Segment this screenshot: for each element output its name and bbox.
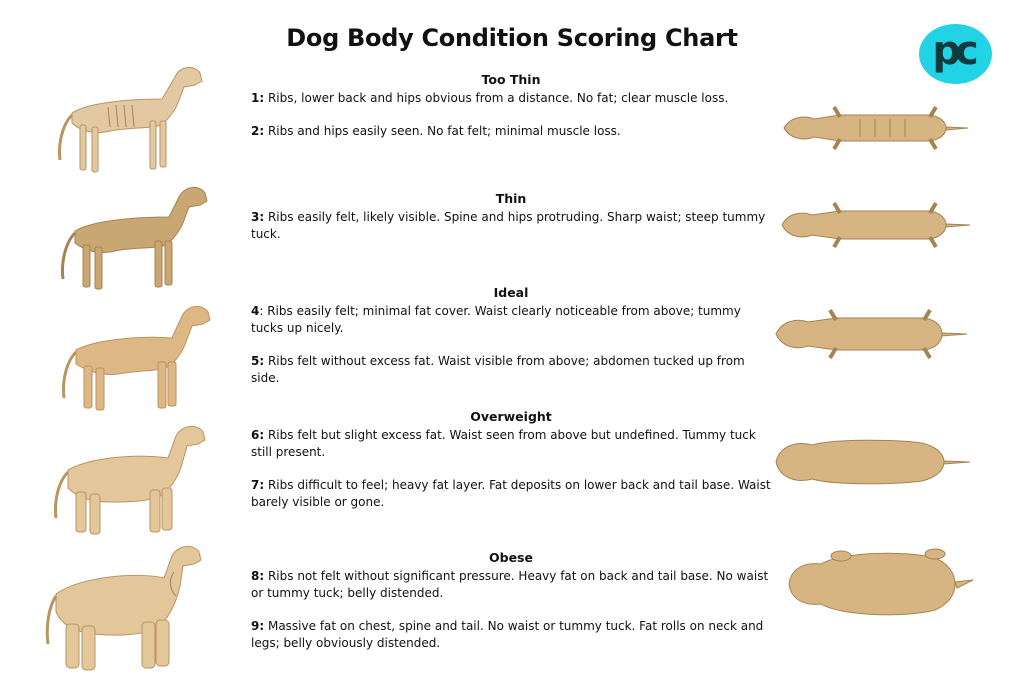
score-description (251, 90, 771, 107)
category-text-block (251, 408, 771, 511)
ideal-dog-side-illustration (58, 296, 218, 414)
score-description (251, 618, 771, 652)
ideal-dog-top-illustration (772, 308, 970, 360)
category-text-block (251, 284, 771, 387)
score-number: 4 (251, 304, 260, 318)
score-text: Massive fat on chest, spine and tail. No waist or tummy tuck. Fat rolls on neck and legs; belly obviously distended. (251, 619, 764, 650)
category-text-block (251, 71, 771, 140)
score-number: 5: (251, 354, 265, 368)
overweight-dog-side-illustration (52, 418, 212, 540)
score-number: 3: (251, 210, 265, 224)
score-description (251, 353, 771, 387)
score-description (251, 477, 771, 511)
obese-dog-top-illustration (785, 548, 975, 620)
lean-dog-top-illustration (778, 200, 973, 250)
category-heading: Ideal (493, 285, 529, 300)
score-text: Ribs difficult to feel; heavy fat layer. Fat deposits on lower back and tail base. Waist barely visible or gone. (251, 478, 771, 509)
category-heading: Obese (489, 550, 533, 565)
score-description (251, 427, 771, 461)
score-text: Ribs and hips easily seen. No fat felt; minimal muscle loss. (264, 124, 621, 138)
brand-logo[interactable] (919, 24, 992, 84)
logo-text: pc (932, 28, 973, 74)
score-number: 8: (251, 569, 265, 583)
category-heading: Thin (495, 191, 527, 206)
score-number: 7: (251, 478, 265, 492)
score-text: Ribs easily felt, likely visible. Spine and hips protruding. Sharp waist; steep tummy tuck. (251, 210, 766, 241)
score-text: Ribs felt without excess fat. Waist visible from above; abdomen tucked up from side. (251, 354, 745, 385)
score-text: : Ribs easily felt; minimal fat cover. Waist clearly noticeable from above; tummy tucks up nicely. (251, 304, 741, 335)
category-heading: Too Thin (481, 72, 541, 87)
score-number: 9: (251, 619, 265, 633)
score-description (251, 123, 771, 140)
score-text: Ribs felt but slight excess fat. Waist seen from above but undefined. Tummy tuck still present. (251, 428, 756, 459)
obese-dog-side-illustration (44, 540, 212, 675)
score-text: Ribs not felt without significant pressure. Heavy fat on back and tail base. No waist or tummy tuck; belly distended. (251, 569, 769, 600)
page-title: Dog Body Condition Scoring Chart (286, 24, 738, 52)
thin-dog-top-illustration (780, 103, 970, 153)
score-number: 2: (251, 124, 265, 138)
score-number: 6: (251, 428, 265, 442)
score-number: 1: (251, 91, 265, 105)
score-description (251, 303, 771, 337)
score-text: Ribs, lower back and hips obvious from a distance. No fat; clear muscle loss. (264, 91, 729, 105)
score-description (251, 568, 771, 602)
category-text-block (251, 190, 771, 243)
score-description (251, 209, 771, 243)
thin-dog-side-illustration (50, 55, 210, 180)
category-text-block (251, 549, 771, 652)
lean-dog-side-illustration (55, 175, 215, 295)
overweight-dog-top-illustration (772, 433, 972, 491)
category-heading: Overweight (470, 409, 552, 424)
